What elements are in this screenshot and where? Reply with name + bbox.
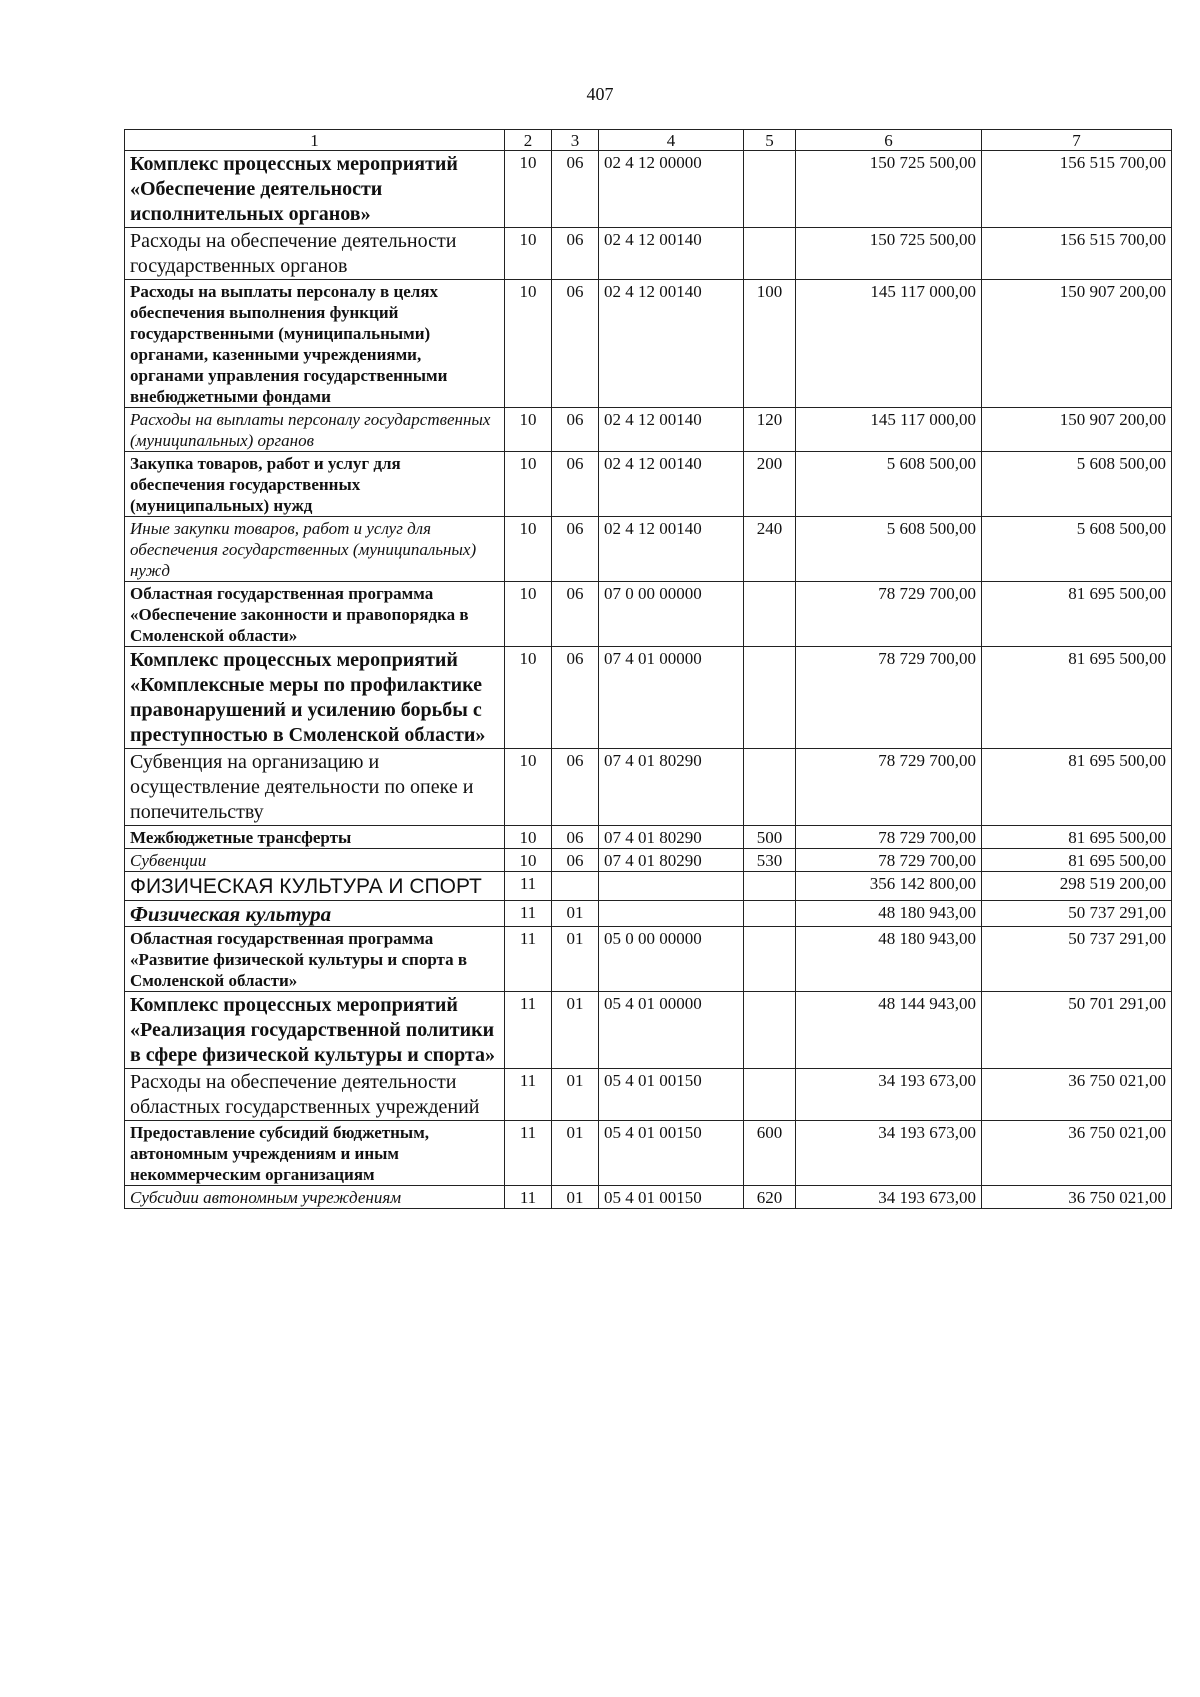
item-name-cell: Межбюджетные трансферты (125, 826, 505, 849)
table-row (125, 151, 1172, 228)
amount-year-2-cell: 50 737 291,00 (982, 901, 1172, 927)
expense-type-code-cell: 530 (744, 849, 796, 872)
table-row (125, 1121, 1172, 1186)
amount-year-1-cell: 78 729 700,00 (796, 849, 982, 872)
expense-type-code-cell: 200 (744, 452, 796, 517)
expense-type-code-cell (744, 872, 796, 901)
expense-type-code-cell: 120 (744, 408, 796, 452)
section-code-cell: 10 (505, 849, 552, 872)
table-row (125, 1069, 1172, 1121)
table-body (125, 151, 1172, 1209)
table-row (125, 927, 1172, 992)
item-name-cell: Комплекс процессных мероприятий «Реализация государственной политики в сфере физической культуры и спорта» (125, 992, 505, 1069)
amount-year-2-cell: 298 519 200,00 (982, 872, 1172, 901)
table-row (125, 901, 1172, 927)
expense-type-code-cell (744, 228, 796, 280)
amount-year-2-cell: 50 701 291,00 (982, 992, 1172, 1069)
table-row (125, 849, 1172, 872)
subsection-code-cell: 06 (552, 647, 599, 749)
item-name-cell: Расходы на обеспечение деятельности государственных органов (125, 228, 505, 280)
section-code-cell: 11 (505, 992, 552, 1069)
subsection-code-cell: 01 (552, 901, 599, 927)
amount-year-1-cell: 78 729 700,00 (796, 826, 982, 849)
amount-year-2-cell: 50 737 291,00 (982, 927, 1172, 992)
expense-type-code-cell (744, 1069, 796, 1121)
subsection-code-cell: 06 (552, 849, 599, 872)
item-name-cell: Расходы на обеспечение деятельности областных государственных учреждений (125, 1069, 505, 1121)
expense-type-code-cell: 500 (744, 826, 796, 849)
amount-year-1-cell: 78 729 700,00 (796, 647, 982, 749)
amount-year-1-cell: 34 193 673,00 (796, 1069, 982, 1121)
expense-type-code-cell (744, 927, 796, 992)
section-code-cell: 10 (505, 408, 552, 452)
expense-type-code-cell: 100 (744, 280, 796, 408)
target-article-code-cell: 02 4 12 00000 (599, 151, 744, 228)
amount-year-1-cell: 150 725 500,00 (796, 151, 982, 228)
target-article-code-cell (599, 872, 744, 901)
subsection-code-cell: 06 (552, 151, 599, 228)
subsection-code-cell (552, 872, 599, 901)
table-row (125, 408, 1172, 452)
amount-year-2-cell: 81 695 500,00 (982, 749, 1172, 826)
table-row (125, 452, 1172, 517)
subsection-code-cell: 01 (552, 927, 599, 992)
table-row (125, 647, 1172, 749)
target-article-code-cell: 05 4 01 00150 (599, 1121, 744, 1186)
amount-year-2-cell: 81 695 500,00 (982, 647, 1172, 749)
subsection-code-cell: 01 (552, 1186, 599, 1209)
item-name-cell: Иные закупки товаров, работ и услуг для обеспечения государственных (муниципальных) нужд (125, 517, 505, 582)
table-row (125, 749, 1172, 826)
item-name-cell: Физическая культура (125, 901, 505, 927)
target-article-code-cell: 07 4 01 00000 (599, 647, 744, 749)
amount-year-2-cell: 5 608 500,00 (982, 452, 1172, 517)
section-code-cell: 10 (505, 582, 552, 647)
target-article-code-cell: 02 4 12 00140 (599, 452, 744, 517)
amount-year-1-cell: 5 608 500,00 (796, 517, 982, 582)
subsection-code-cell: 06 (552, 408, 599, 452)
target-article-code-cell: 05 4 01 00000 (599, 992, 744, 1069)
header-col-1: 1 (125, 130, 505, 151)
item-name-cell: Областная государственная программа «Развитие физической культуры и спорта в Смоленской области» (125, 927, 505, 992)
subsection-code-cell: 06 (552, 452, 599, 517)
expense-type-code-cell: 600 (744, 1121, 796, 1186)
section-code-cell: 11 (505, 1121, 552, 1186)
section-code-cell: 10 (505, 452, 552, 517)
amount-year-1-cell: 34 193 673,00 (796, 1186, 982, 1209)
item-name-cell: Расходы на выплаты персоналу в целях обеспечения выполнения функций государственными (муниципальными) органами, казенными учреждениями, органами управления государственными внебюджетными фондами (125, 280, 505, 408)
amount-year-1-cell: 48 180 943,00 (796, 927, 982, 992)
header-col-4: 4 (599, 130, 744, 151)
amount-year-1-cell: 78 729 700,00 (796, 582, 982, 647)
table-row (125, 582, 1172, 647)
section-code-cell: 10 (505, 517, 552, 582)
header-row (125, 130, 1172, 151)
amount-year-2-cell: 81 695 500,00 (982, 849, 1172, 872)
item-name-cell: ФИЗИЧЕСКАЯ КУЛЬТУРА И СПОРТ (125, 872, 505, 901)
page-number: 407 (586, 84, 614, 104)
expense-type-code-cell (744, 582, 796, 647)
item-name-cell: Закупка товаров, работ и услуг для обеспечения государственных (муниципальных) нужд (125, 452, 505, 517)
amount-year-2-cell: 156 515 700,00 (982, 151, 1172, 228)
expense-type-code-cell (744, 647, 796, 749)
section-code-cell: 11 (505, 872, 552, 901)
amount-year-1-cell: 145 117 000,00 (796, 280, 982, 408)
subsection-code-cell: 01 (552, 992, 599, 1069)
subsection-code-cell: 06 (552, 826, 599, 849)
subsection-code-cell: 06 (552, 749, 599, 826)
target-article-code-cell: 07 4 01 80290 (599, 749, 744, 826)
subsection-code-cell: 01 (552, 1121, 599, 1186)
section-code-cell: 11 (505, 1186, 552, 1209)
table-row (125, 992, 1172, 1069)
amount-year-1-cell: 48 180 943,00 (796, 901, 982, 927)
table-row (125, 517, 1172, 582)
target-article-code-cell: 05 0 00 00000 (599, 927, 744, 992)
amount-year-1-cell: 48 144 943,00 (796, 992, 982, 1069)
section-code-cell: 10 (505, 228, 552, 280)
section-code-cell: 10 (505, 647, 552, 749)
item-name-cell: Комплекс процессных мероприятий «Обеспечение деятельности исполнительных органов» (125, 151, 505, 228)
subsection-code-cell: 01 (552, 1069, 599, 1121)
header-col-7: 7 (982, 130, 1172, 151)
target-article-code-cell: 02 4 12 00140 (599, 517, 744, 582)
expense-type-code-cell (744, 151, 796, 228)
item-name-cell: Расходы на выплаты персоналу государственных (муниципальных) органов (125, 408, 505, 452)
table-row (125, 228, 1172, 280)
amount-year-1-cell: 78 729 700,00 (796, 749, 982, 826)
amount-year-2-cell: 5 608 500,00 (982, 517, 1172, 582)
target-article-code-cell: 07 4 01 80290 (599, 826, 744, 849)
section-code-cell: 10 (505, 826, 552, 849)
amount-year-2-cell: 36 750 021,00 (982, 1186, 1172, 1209)
subsection-code-cell: 06 (552, 517, 599, 582)
expense-type-code-cell (744, 992, 796, 1069)
table-row (125, 826, 1172, 849)
subsection-code-cell: 06 (552, 582, 599, 647)
expense-type-code-cell (744, 749, 796, 826)
target-article-code-cell: 07 0 00 00000 (599, 582, 744, 647)
item-name-cell: Субвенция на организацию и осуществление деятельности по опеке и попечительству (125, 749, 505, 826)
amount-year-1-cell: 356 142 800,00 (796, 872, 982, 901)
section-code-cell: 11 (505, 1069, 552, 1121)
amount-year-2-cell: 81 695 500,00 (982, 582, 1172, 647)
item-name-cell: Областная государственная программа «Обеспечение законности и правопорядка в Смоленской области» (125, 582, 505, 647)
item-name-cell: Субвенции (125, 849, 505, 872)
amount-year-1-cell: 34 193 673,00 (796, 1121, 982, 1186)
subsection-code-cell: 06 (552, 228, 599, 280)
section-code-cell: 10 (505, 749, 552, 826)
header-col-5: 5 (744, 130, 796, 151)
target-article-code-cell (599, 901, 744, 927)
section-code-cell: 10 (505, 280, 552, 408)
amount-year-2-cell: 150 907 200,00 (982, 280, 1172, 408)
target-article-code-cell: 07 4 01 80290 (599, 849, 744, 872)
subsection-code-cell: 06 (552, 280, 599, 408)
target-article-code-cell: 02 4 12 00140 (599, 280, 744, 408)
section-code-cell: 11 (505, 927, 552, 992)
table-row (125, 280, 1172, 408)
item-name-cell: Комплекс процессных мероприятий «Комплексные меры по профилактике правонарушений и усилению борьбы с преступностью в Смоленской области» (125, 647, 505, 749)
amount-year-1-cell: 5 608 500,00 (796, 452, 982, 517)
table-row (125, 872, 1172, 901)
expense-type-code-cell: 620 (744, 1186, 796, 1209)
header-col-2: 2 (505, 130, 552, 151)
amount-year-2-cell: 36 750 021,00 (982, 1121, 1172, 1186)
expense-type-code-cell (744, 901, 796, 927)
item-name-cell: Субсидии автономным учреждениям (125, 1186, 505, 1209)
section-code-cell: 10 (505, 151, 552, 228)
amount-year-2-cell: 36 750 021,00 (982, 1069, 1172, 1121)
amount-year-1-cell: 145 117 000,00 (796, 408, 982, 452)
expense-type-code-cell: 240 (744, 517, 796, 582)
header-col-6: 6 (796, 130, 982, 151)
header-col-3: 3 (552, 130, 599, 151)
budget-table (124, 129, 1172, 1209)
target-article-code-cell: 05 4 01 00150 (599, 1069, 744, 1121)
target-article-code-cell: 05 4 01 00150 (599, 1186, 744, 1209)
amount-year-1-cell: 150 725 500,00 (796, 228, 982, 280)
amount-year-2-cell: 156 515 700,00 (982, 228, 1172, 280)
table-row (125, 1186, 1172, 1209)
amount-year-2-cell: 81 695 500,00 (982, 826, 1172, 849)
section-code-cell: 11 (505, 901, 552, 927)
target-article-code-cell: 02 4 12 00140 (599, 228, 744, 280)
amount-year-2-cell: 150 907 200,00 (982, 408, 1172, 452)
target-article-code-cell: 02 4 12 00140 (599, 408, 744, 452)
item-name-cell: Предоставление субсидий бюджетным, автономным учреждениям и иным некоммерческим организациям (125, 1121, 505, 1186)
